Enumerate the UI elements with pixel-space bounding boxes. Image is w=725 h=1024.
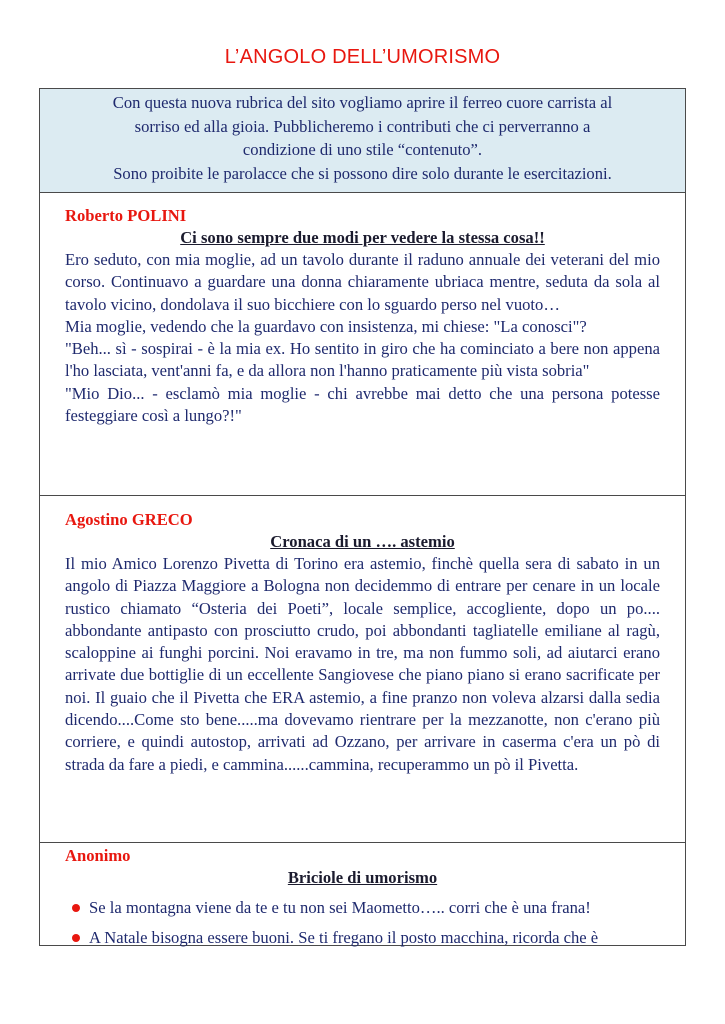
intro-text (64, 91, 661, 185)
bullet-item (65, 897, 660, 919)
content-table (39, 88, 686, 946)
entry-title: Briciole di umorismo (287, 868, 438, 887)
entry-content (65, 205, 660, 427)
author-name: Anonimo (65, 846, 131, 865)
entry-content (65, 845, 660, 949)
entry-content (65, 509, 660, 776)
entry-body (65, 553, 660, 776)
paragraph: "Mio Dio... - esclamò mia moglie - chi avrebbe mai detto che una persona potesse festeggiare così a lungo?!" (65, 383, 660, 426)
bullet-text: A Natale bisogna essere buoni. Se ti fregano il posto macchina, ricorda che è (89, 928, 599, 947)
intro-line: Sono proibite le parolacce che si possono dire solo durante le esercitazioni. (113, 163, 612, 183)
paragraph: "Beh... sì - sospirai - è la mia ex. Ho sentito in giro che ha cominciato a bere non appena l'ho lasciata, vent'anni fa, e da allora non l'hanno praticamente più vista sobria" (65, 339, 660, 381)
author-name: Agostino GRECO (65, 510, 193, 529)
paragraph: Mia moglie, vedendo che la guardavo con insistenza, mi chiese: "La conosci"? (65, 316, 587, 336)
paragraph: Il mio Amico Lorenzo Pivetta di Torino era astemio, finchè quella sera di sabato in un angolo di Piazza Maggiore a Bologna non decidemmo di entrare per cenare in un locale rustico chiamato “Osteria dei Poeti”, locale semplice, accogliente, dopo un po.... abbondante antipasto con prosciutto crudo, poi abbondanti tagliatelle emiliane al ragù, scaloppine ai funghi porcini. Noi eravamo in tre, ma non fummo soli, ad aiutarci erano arrivate due bottiglie di un eccellente Sangiovese che piano piano si erano sacrificate per noi. Il guaio che il Pivetta che ERA astemio, a fine pranzo non voleva alzarsi dalla sedia dicendo....Come sto bene.....ma dovevamo rientrare per la mezzanotte, non c'erano più corriere, e quindi autostop, arrivati ad Ozzano, per arrivare in caserma c'era un pò di strada da fare a piedi, e cammina......cammina, recuperammo un pò il Pivetta. (65, 554, 660, 774)
bullet-text: Se la montagna viene da te e tu non sei Maometto….. corri che è una frana! (89, 898, 591, 917)
entry-title: Cronaca di un …. astemio (270, 532, 455, 551)
page-title: L’ANGOLO DELL’UMORISMO (224, 46, 501, 68)
paragraph: Ero seduto, con mia moglie, ad un tavolo durante il raduno annuale dei veterani del mio corso. Continuavo a guardare una donna chiaramente ubriaca mentre, seduta da sola al tavolo vicino, dondolava il suo bicchiere con lo sguardo perso nel vuoto… (65, 250, 660, 314)
entry-greco (40, 496, 685, 843)
intro-line: sorriso ed alla gioia. Pubblicheremo i contributi che ci perverranno a (134, 116, 591, 136)
entry-title: Ci sono sempre due modi per vedere la stessa cosa!! (180, 228, 545, 247)
intro-box (40, 89, 685, 193)
intro-line: Con questa nuova rubrica del sito vogliamo aprire il ferreo cuore carrista al (112, 93, 613, 112)
entry-anonimo (40, 843, 685, 947)
bullet-list (65, 897, 660, 949)
entry-body (65, 249, 660, 427)
bullet-item (65, 927, 660, 949)
intro-line: condizione di uno stile “contenuto”. (242, 140, 483, 160)
bullet-dot-icon (72, 904, 80, 912)
bullet-dot-icon (72, 934, 80, 942)
author-name: Roberto POLINI (65, 206, 187, 225)
entry-polini (40, 193, 685, 496)
